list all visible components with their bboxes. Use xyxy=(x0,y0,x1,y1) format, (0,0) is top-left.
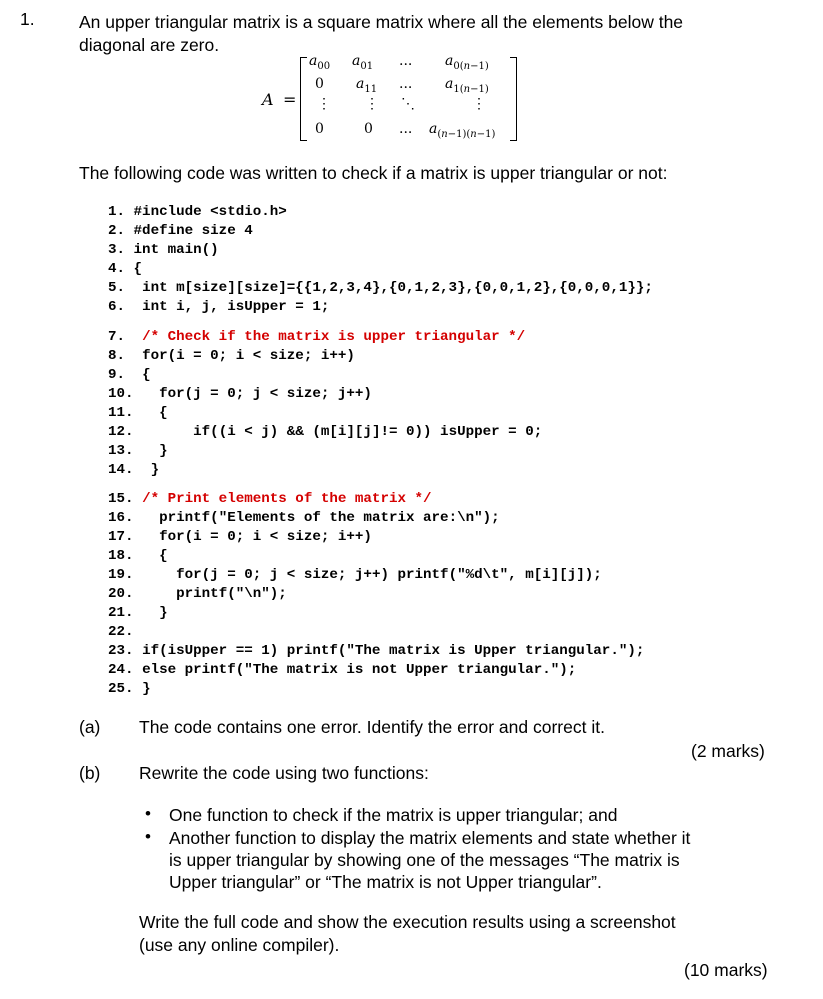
part-b-write-line1: Write the full code and show the execution results using a screenshot xyxy=(139,912,676,932)
code-line: 14. } xyxy=(108,462,160,478)
matrix-zero: 0 xyxy=(315,121,324,137)
part-b-write-line2: (use any online compiler). xyxy=(139,935,340,955)
matrix-ellipsis-h: ... xyxy=(399,121,413,137)
matrix-equals: = xyxy=(283,90,297,109)
part-a-label: (a) xyxy=(79,717,101,737)
code-line: 24. else printf("The matrix is not Upper triangular."); xyxy=(108,662,577,678)
code-line: 19. for(j = 0; j < size; j++) printf("%d\t", m[i][j]); xyxy=(108,567,602,583)
code-line: 4. { xyxy=(108,261,143,277)
code-line: 23. if(isUpper == 1) printf("The matrix is Upper triangular."); xyxy=(108,643,645,659)
code-line: 15. /* Print elements of the matrix */ xyxy=(108,491,432,507)
matrix-ellipsis-h: ... xyxy=(399,53,413,69)
part-a-marks: (2 marks) xyxy=(691,741,765,761)
code-line: 21. } xyxy=(108,605,168,621)
matrix-cell-a00: $a_{00}$ xyxy=(309,53,331,72)
bullet-icon: • xyxy=(145,804,151,823)
matrix-ellipsis-v: ⋮ xyxy=(317,96,331,112)
code-line: 22. xyxy=(108,624,134,640)
code-line: 1. #include <stdio.h> xyxy=(108,204,287,220)
matrix-cell-ann: $a_{(n-1)(n-1)}$ xyxy=(429,121,496,140)
code-line: 3. int main() xyxy=(108,242,219,258)
part-b-bullet2-line2: is upper triangular by showing one of the messages “The matrix is xyxy=(169,850,680,870)
matrix-zero: 0 xyxy=(364,121,373,137)
code-line: 17. for(i = 0; i < size; i++) xyxy=(108,529,372,545)
code-line: 10. for(j = 0; j < size; j++) xyxy=(108,386,372,402)
part-b-marks: (10 marks) xyxy=(684,960,768,980)
bullet-icon: • xyxy=(145,827,151,846)
code-line: 16. printf("Elements of the matrix are:\n"); xyxy=(108,510,500,526)
code-line: 7. /* Check if the matrix is upper triangular */ xyxy=(108,329,526,345)
matrix-cell-a11: $a_{11}$ xyxy=(356,76,378,95)
code-line: 20. printf("\n"); xyxy=(108,586,287,602)
code-line: 13. } xyxy=(108,443,168,459)
matrix-zero: 0 xyxy=(315,76,324,92)
code-line: 5. int m[size][size]={{1,2,3,4},{0,1,2,3},{0,0,1,2},{0,0,0,1}}; xyxy=(108,280,653,296)
code-line: 6. int i, j, isUpper = 1; xyxy=(108,299,330,315)
code-lead-text: The following code was written to check if a matrix is upper triangular or not: xyxy=(79,163,668,183)
matrix-left-bracket xyxy=(300,57,307,141)
part-b-bullet1: One function to check if the matrix is upper triangular; and xyxy=(169,805,618,825)
code-line: 18. { xyxy=(108,548,168,564)
matrix-cell-a0n: $a_{0(n-1)}$ xyxy=(445,53,489,72)
matrix-ellipsis-v: ⋮ xyxy=(472,96,486,112)
matrix-label: A xyxy=(262,90,274,109)
code-line: 12. if((i < j) && (m[i][j]!= 0)) isUpper = 0; xyxy=(108,424,543,440)
matrix-cell-a1n: $a_{1(n-1)}$ xyxy=(445,76,489,95)
code-line: 11. { xyxy=(108,405,168,421)
part-b-text: Rewrite the code using two functions: xyxy=(139,763,429,783)
code-line: 25. } xyxy=(108,681,151,697)
matrix-ellipsis-h: ... xyxy=(399,76,413,92)
code-line: 8. for(i = 0; i < size; i++) xyxy=(108,348,355,364)
question-intro-line2: diagonal are zero. xyxy=(79,35,220,55)
question-intro-line1: An upper triangular matrix is a square matrix where all the elements below the xyxy=(79,12,684,32)
code-line: 9. { xyxy=(108,367,151,383)
matrix-right-bracket xyxy=(510,57,517,141)
matrix-ellipsis-v: ⋮ xyxy=(365,96,379,112)
part-b-label: (b) xyxy=(79,763,101,783)
matrix-cell-a01: $a_{01}$ xyxy=(352,53,374,72)
part-a-text: The code contains one error. Identify the error and correct it. xyxy=(139,717,605,737)
part-b-bullet2-line3: Upper triangular” or “The matrix is not Upper triangular”. xyxy=(169,872,602,892)
question-number: 1. xyxy=(20,9,35,29)
part-b-bullet2-line1: Another function to display the matrix elements and state whether it xyxy=(169,828,691,848)
code-line: 2. #define size 4 xyxy=(108,223,253,239)
matrix-ellipsis-d: ⋱ xyxy=(401,96,415,112)
